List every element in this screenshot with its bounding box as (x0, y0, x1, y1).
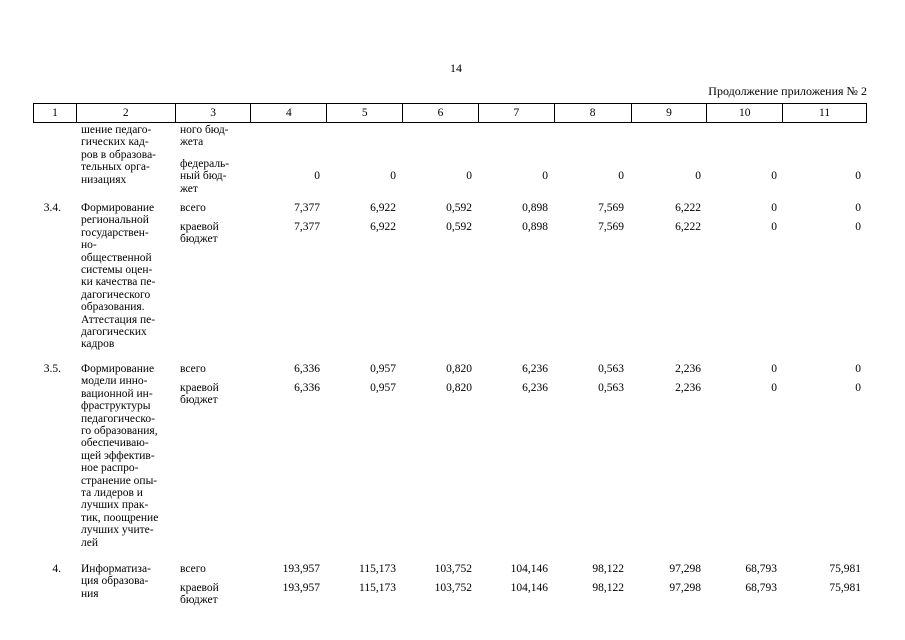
row-name (81, 124, 176, 186)
table-header (33, 103, 867, 123)
funding-source (180, 563, 250, 575)
value-cell: 7,569 (598, 221, 624, 233)
value-cell: 104,146 (510, 582, 548, 594)
value-cell: 0 (855, 221, 861, 233)
row-name-line: дагогического (81, 288, 151, 301)
col-header-7: 7 (478, 104, 554, 122)
row-name-line: Формирование (81, 202, 155, 214)
funding-line: бюджет (180, 233, 218, 246)
value-cell: 0,898 (522, 221, 548, 233)
value-cell: 0 (771, 221, 777, 233)
row-name-line: лей (81, 536, 98, 549)
row-name-line: но- (81, 239, 97, 252)
row-name-line: фраструктуры (81, 400, 151, 413)
value-cell: 75,981 (829, 582, 861, 594)
value-cell: 0 (771, 382, 777, 394)
row-name-line: Информатиза- (81, 563, 151, 575)
value-cell: 103,752 (434, 563, 472, 575)
row-name-line: ция образова- (81, 575, 149, 588)
value-cell: 0 (855, 382, 861, 394)
page-number: 14 (450, 61, 462, 75)
value-cell: 7,377 (294, 221, 320, 233)
row-number: 3.5. (43, 363, 61, 375)
funding-line: краевой (180, 582, 219, 594)
row-name-line: Аттестация пе- (81, 313, 156, 326)
row-name-line: странение опы- (81, 474, 158, 487)
value-cell: 0,563 (598, 382, 624, 394)
col-header-6: 6 (402, 104, 478, 122)
value-cell: 68,793 (745, 582, 777, 594)
col-header-11: 11 (782, 104, 866, 122)
col-header-2: 2 (76, 104, 175, 122)
row-number: 4. (52, 563, 61, 575)
row-name-line: образования. (81, 301, 145, 314)
funding-line: краевой (180, 382, 219, 394)
row-name-line: гических кад- (81, 136, 149, 149)
funding-line: ный бюд- (180, 170, 227, 183)
row-name (81, 563, 176, 600)
value-cell: 0 (390, 170, 396, 182)
value-cell: 0 (314, 170, 320, 182)
value-cell: 7,569 (598, 202, 624, 214)
row-name-line: лучших учите- (81, 524, 154, 537)
value-cell: 6,222 (675, 221, 701, 233)
value-cell: 0 (542, 170, 548, 182)
value-cell: 7,377 (294, 202, 320, 214)
funding-source (180, 202, 250, 214)
value-cell: 0 (771, 202, 777, 214)
value-cell: 6,236 (522, 382, 548, 394)
col-header-10: 10 (706, 104, 782, 122)
funding-line: жет (180, 182, 198, 195)
row-name-line: го образования, (81, 425, 158, 438)
value-cell: 98,122 (592, 563, 624, 575)
funding-line: всего (180, 202, 206, 214)
value-cell: 104,146 (510, 563, 548, 575)
value-cell: 6,922 (370, 221, 396, 233)
col-header-3: 3 (175, 104, 251, 122)
value-cell: 115,173 (359, 582, 396, 594)
funding-line: всего (180, 363, 206, 375)
funding-line: бюджет (180, 594, 218, 607)
funding-source (180, 221, 250, 246)
col-header-5: 5 (326, 104, 402, 122)
row-name-line: общественной (81, 251, 152, 264)
funding-source (180, 158, 250, 195)
row-name-line: лучших прак- (81, 499, 149, 512)
value-cell: 68,793 (745, 563, 777, 575)
row-name (81, 363, 176, 549)
value-cell: 0 (855, 170, 861, 182)
value-cell: 0,957 (370, 382, 396, 394)
value-cell: 193,957 (282, 563, 320, 575)
row-number: 3.4. (43, 202, 61, 214)
row-name-line: государствен- (81, 226, 149, 239)
row-name-line: системы оцен- (81, 264, 153, 277)
value-cell: 0,592 (446, 221, 472, 233)
value-cell: 0,898 (522, 202, 548, 214)
col-header-4: 4 (250, 104, 326, 122)
row-name-line: обеспечиваю- (81, 437, 149, 450)
value-cell: 6,922 (370, 202, 396, 214)
row-name-line: тик, поощрение (81, 511, 159, 524)
value-cell: 193,957 (282, 582, 320, 594)
value-cell: 0 (695, 170, 701, 182)
row-name-line: та лидеров и (81, 487, 143, 500)
row-name-line: дагогических (81, 326, 147, 339)
value-cell: 0,592 (446, 202, 472, 214)
value-cell: 0,563 (598, 363, 624, 375)
value-cell: 98,122 (592, 582, 624, 594)
row-name-line: тельных орга- (81, 161, 150, 174)
value-cell: 115,173 (359, 563, 396, 575)
value-cell: 0 (855, 202, 861, 214)
value-cell: 0 (771, 170, 777, 182)
value-cell: 6,236 (522, 363, 548, 375)
value-cell: 0 (618, 170, 624, 182)
value-cell: 0 (771, 363, 777, 375)
row-name-line: вационной ин- (81, 387, 153, 400)
value-cell: 0 (466, 170, 472, 182)
row-name-line: ное распро- (81, 462, 139, 475)
value-cell: 0,820 (446, 363, 472, 375)
funding-line: жета (180, 136, 204, 149)
col-header-1: 1 (52, 107, 58, 119)
value-cell: 2,236 (675, 382, 701, 394)
row-name-line: Формирование (81, 363, 155, 375)
col-header-9: 9 (631, 104, 707, 122)
row-name-line: низациях (81, 173, 127, 186)
funding-source (180, 582, 250, 607)
row-name-line: шение педаго- (81, 124, 152, 136)
value-cell: 6,336 (294, 363, 320, 375)
row-name-line: ния (81, 587, 99, 600)
value-cell: 97,298 (669, 582, 701, 594)
funding-source (180, 124, 250, 149)
row-name-line: модели инно- (81, 375, 148, 388)
value-cell: 0,957 (370, 363, 396, 375)
value-cell: 0 (855, 363, 861, 375)
funding-line: краевой (180, 221, 219, 233)
row-name (81, 202, 176, 351)
funding-source (180, 363, 250, 375)
row-name-line: кадров (81, 338, 115, 351)
row-name-line: ров в образова- (81, 148, 157, 161)
funding-line: бюджет (180, 394, 218, 407)
appendix-note: Продолжение приложения № 2 (708, 84, 867, 98)
funding-line: всего (180, 563, 206, 575)
funding-line: ного бюд- (180, 124, 229, 136)
row-name-line: щей эффектив- (81, 449, 155, 462)
row-name-line: региональной (81, 214, 149, 227)
value-cell: 6,336 (294, 382, 320, 394)
value-cell: 97,298 (669, 563, 701, 575)
value-cell: 0,820 (446, 382, 472, 394)
funding-line: федераль- (180, 158, 230, 170)
value-cell: 2,236 (675, 363, 701, 375)
value-cell: 103,752 (434, 582, 472, 594)
col-header-8: 8 (554, 104, 631, 122)
funding-source (180, 382, 250, 407)
value-cell: 6,222 (675, 202, 701, 214)
row-name-line: ки качества пе- (81, 276, 156, 289)
value-cell: 75,981 (829, 563, 861, 575)
row-name-line: педагогическо- (81, 412, 155, 425)
